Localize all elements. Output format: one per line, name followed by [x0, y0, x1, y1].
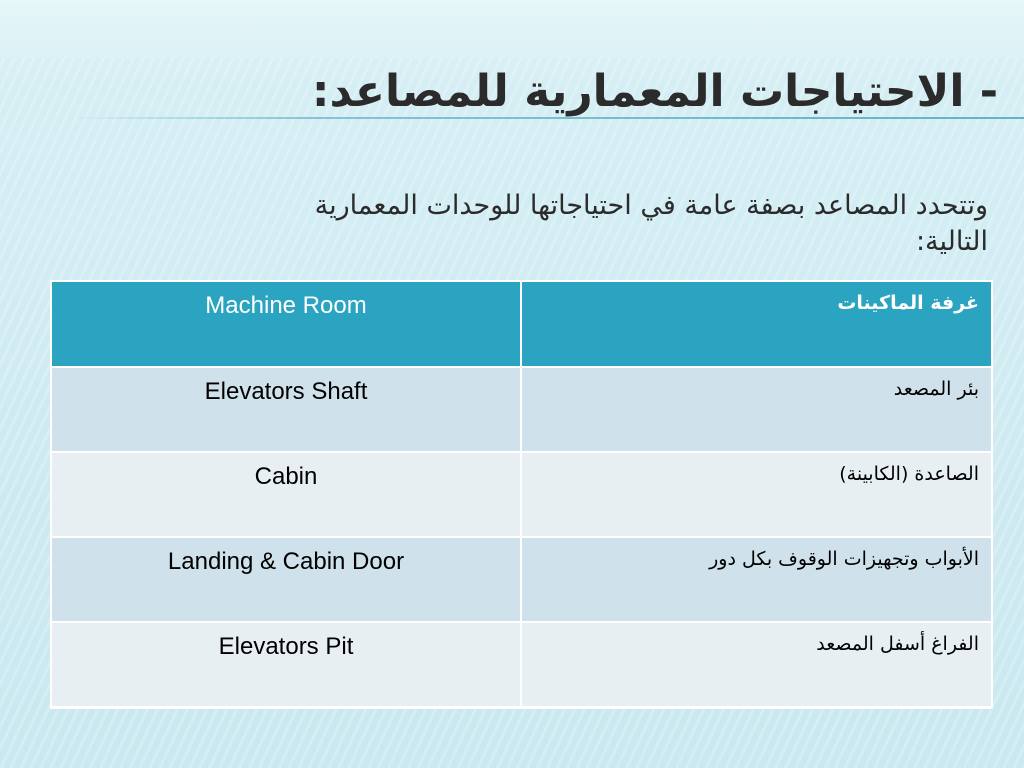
table-cell-english: Machine Room [51, 281, 521, 367]
table-cell-arabic: الصاعدة (الكابينة) [521, 452, 992, 537]
units-table [50, 280, 993, 708]
slide-title: - الاحتياجات المعمارية للمصاعد: [311, 66, 998, 117]
table-row [51, 622, 992, 707]
units-table-container [50, 280, 991, 709]
top-band [0, 0, 1024, 58]
table-cell-arabic: الفراغ أسفل المصعد [521, 622, 992, 707]
table-cell-arabic: غرفة الماكينات [521, 281, 992, 367]
table-row [51, 452, 992, 537]
intro-text: وتتحدد المصاعد بصفة عامة في احتياجاتها للوحدات المعمارية التالية: [314, 190, 988, 257]
table-header-row [51, 281, 992, 367]
table-row [51, 537, 992, 622]
table-row [51, 367, 992, 452]
table-cell-english: Cabin [51, 452, 521, 537]
table-cell-english: Elevators Pit [51, 622, 521, 707]
table-cell-english: Landing & Cabin Door [51, 537, 521, 622]
table-cell-arabic: بئر المصعد [521, 367, 992, 452]
table-cell-arabic: الأبواب وتجهيزات الوقوف بكل دور [521, 537, 992, 622]
table-cell-english: Elevators Shaft [51, 367, 521, 452]
